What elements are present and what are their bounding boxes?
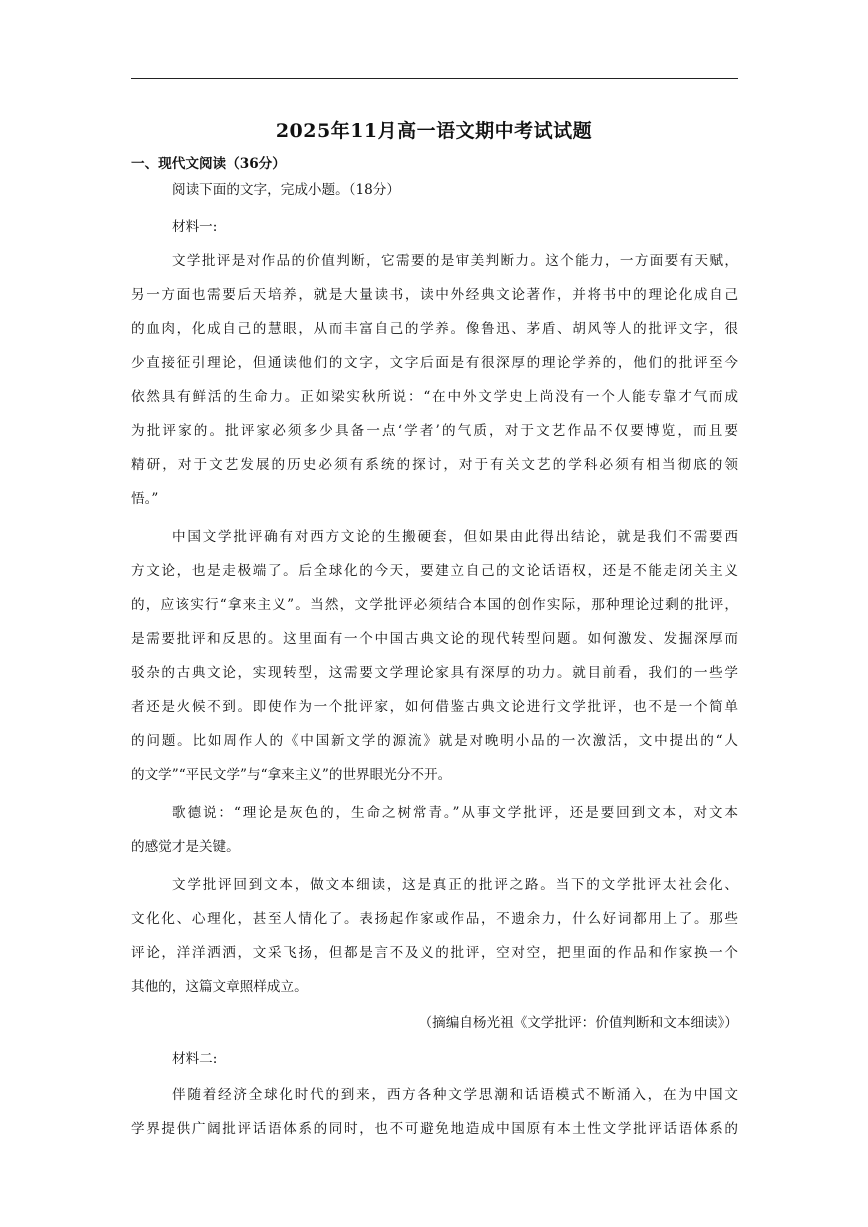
paragraph-line: 精研，对于文艺发展的历史必须有系统的探讨，对于有关文艺的学科必须有相当彻底的领: [131, 457, 738, 473]
top-rule: [131, 78, 738, 79]
paragraph-line: 伴随着经济全球化时代的到来，西方各种文学思潮和话语模式不断涌入，在为中国文: [172, 1087, 738, 1103]
paragraph-line: 文学批评回到文本，做文本细读，这是真正的批评之路。当下的文学批评太社会化、: [172, 877, 738, 893]
section-heading: 一、现代文阅读（36分）: [131, 156, 286, 172]
paragraph-line: 评论，洋洋洒洒，文采飞扬，但都是言不及义的批评，空对空，把里面的作品和作家换一个: [131, 945, 738, 961]
paragraph-line: 文学批评是对作品的价值判断，它需要的是审美判断力。这个能力，一方面要有天赋，: [172, 253, 738, 269]
paragraph-line: 文化化、心理化，甚至人情化了。表扬起作家或作品，不遗余力，什么好词都用上了。那些: [131, 911, 738, 927]
material-two-label: 材料二:: [172, 1051, 218, 1067]
paragraph-line: 的问题。比如周作人的《中国新文学的源流》就是对晚明小品的一次激活，文中提出的“人: [131, 733, 738, 749]
paragraph-line: 另一方面也需要后天培养，就是大量读书，读中外经典文论著作，并将书中的理论化成自己: [131, 287, 738, 303]
paragraph-line: 方文论，也是走极端了。后全球化的今天，要建立自己的文论话语权，还是不能走闭关主义: [131, 563, 738, 579]
paragraph-line: 少直接征引理论，但通读他们的文字，文字后面是有很深厚的理论学养的，他们的批评至今: [131, 355, 738, 371]
paragraph-line: 是需要批评和反思的。这里面有一个中国古典文论的现代转型问题。如何激发、发掘深厚而: [131, 631, 738, 647]
paragraph-line: 驳杂的古典文论，实现转型，这需要文学理论家具有深厚的功力。就目前看，我们的一些学: [131, 665, 738, 681]
paragraph-line: 者还是火候不到。即使作为一个批评家，如何借鉴古典文论进行文学批评，也不是一个简单: [131, 699, 738, 715]
page-title: 2025年11月高一语文期中考试试题: [275, 120, 593, 142]
material-one-label: 材料一:: [172, 219, 218, 235]
paragraph-line: 悟。”: [131, 491, 159, 507]
paragraph-line: 歌德说：“理论是灰色的，生命之树常青。”从事文学批评，还是要回到文本，对文本: [172, 805, 738, 821]
paragraph-line: 为批评家的。批评家必须多少具备一点‘学者’的气质，对于文艺作品不仅要博览，而且要: [131, 423, 738, 439]
paragraph-line: 的文学”“平民文学”与“拿来主义”的世界眼光分不开。: [131, 767, 452, 783]
paragraph-line: 其他的，这篇文章照样成立。: [131, 979, 308, 995]
paragraph-line: 依然具有鲜活的生命力。正如梁实秋所说：“在中外文学史上尚没有一个人能专靠才气而成: [131, 389, 738, 405]
paragraph-line: 的，应该实行“拿来主义”。当然，文学批评必须结合本国的创作实际，那种理论过剩的批评，: [131, 597, 738, 613]
paragraph-line: 的感觉才是关键。: [131, 839, 240, 855]
paragraph-line: 学界提供广阔批评话语体系的同时，也不可避免地造成中国原有本土性文学批评话语体系的: [131, 1121, 738, 1137]
instruction: 阅读下面的文字，完成小题。（18分）: [172, 182, 400, 198]
source-citation: （摘编自杨光祖《文学批评：价值判断和文本细读》）: [418, 1015, 738, 1031]
paragraph-line: 中国文学批评确有对西方文论的生搬硬套，但如果由此得出结论，就是我们不需要西: [172, 529, 738, 545]
paragraph-line: 的血肉，化成自己的慧眼，从而丰富自己的学养。像鲁迅、茅盾、胡风等人的批评文字，很: [131, 321, 738, 337]
